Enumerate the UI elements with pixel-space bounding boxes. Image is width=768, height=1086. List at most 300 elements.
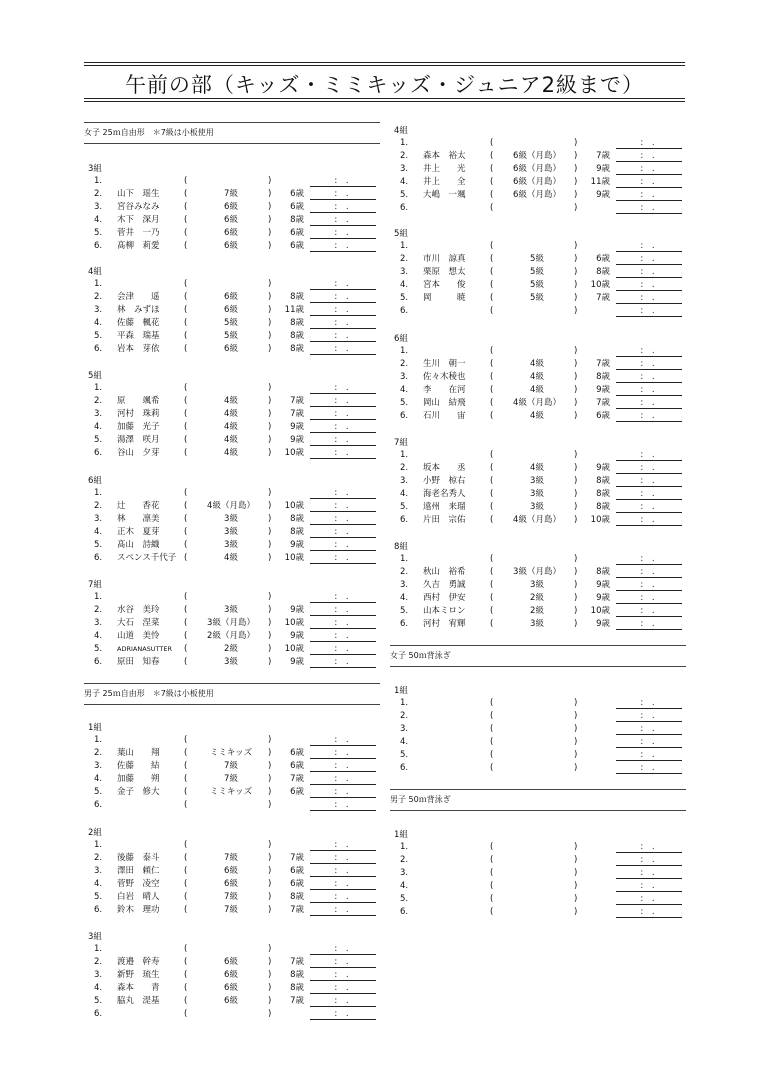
swimmer-name: 小野 椋右 — [423, 476, 466, 486]
close-paren: ) — [268, 618, 272, 628]
lane-number: 6. — [400, 619, 409, 629]
entry-row — [390, 880, 682, 893]
swimmer-name: 金子 修大 — [117, 787, 160, 797]
grade-level: 6級 — [224, 970, 238, 980]
time-field[interactable]: : . — [616, 488, 682, 500]
time-field[interactable]: : . — [310, 317, 376, 329]
lane-number: 5. — [94, 435, 103, 445]
swimmer-age: 7歳 — [596, 293, 610, 303]
lane-number: 1. — [94, 735, 103, 745]
entry-row — [390, 279, 682, 292]
grade-level: ミミキッズ — [209, 787, 253, 797]
time-field[interactable]: : . — [310, 943, 376, 955]
grade-level: 3級 — [224, 514, 238, 524]
heat-label: 4組 — [88, 267, 102, 277]
open-paren: ( — [490, 894, 494, 904]
time-field[interactable]: : . — [616, 749, 682, 761]
close-paren: ) — [574, 450, 578, 460]
lane-number: 2. — [94, 748, 103, 758]
time-field[interactable]: : . — [310, 969, 376, 981]
entry-row — [390, 384, 682, 397]
swimmer-age: 9歳 — [290, 631, 304, 641]
time-field[interactable]: : . — [616, 137, 682, 149]
heat-label: 8組 — [394, 542, 408, 552]
open-paren: ( — [490, 190, 494, 200]
close-paren: ) — [268, 892, 272, 902]
close-paren: ) — [268, 189, 272, 199]
lane-number: 6. — [94, 1009, 103, 1019]
grade-level: 6級 — [224, 215, 238, 225]
time-field[interactable]: : . — [310, 839, 376, 851]
open-paren: ( — [490, 881, 494, 891]
swimmer-name: 原 颯希 — [117, 396, 160, 406]
entry-row — [390, 762, 682, 775]
time-field[interactable]: : . — [310, 552, 376, 564]
swimmer-age: 6歳 — [596, 411, 610, 421]
swimmer-name: 林 凛美 — [117, 514, 160, 524]
entry-row — [84, 214, 376, 227]
time-field[interactable]: : . — [616, 371, 682, 383]
time-field[interactable]: : . — [616, 906, 682, 918]
entry-row — [84, 852, 376, 865]
grade-level: 6級 — [224, 983, 238, 993]
entry-row — [84, 1008, 376, 1021]
grade-level: 7級 — [224, 905, 238, 915]
open-paren: ( — [184, 618, 188, 628]
entry-row — [84, 982, 376, 995]
time-field[interactable]: : . — [616, 384, 682, 396]
entry-row — [390, 202, 682, 215]
swimmer-age: 10歳 — [284, 448, 304, 458]
open-paren: ( — [184, 279, 188, 289]
open-paren: ( — [184, 592, 188, 602]
time-field[interactable]: : . — [616, 762, 682, 774]
heat-label: 4組 — [394, 126, 408, 136]
lane-number: 5. — [94, 540, 103, 550]
swimmer-age: 9歳 — [596, 463, 610, 473]
close-paren: ) — [268, 735, 272, 745]
entry-row — [84, 865, 376, 878]
time-field[interactable]: : . — [310, 408, 376, 420]
close-paren: ) — [574, 398, 578, 408]
open-paren: ( — [184, 879, 188, 889]
time-field[interactable]: : . — [616, 397, 682, 409]
swimmer-age: 8歳 — [596, 489, 610, 499]
close-paren: ) — [574, 567, 578, 577]
time-field[interactable]: : . — [616, 501, 682, 513]
close-paren: ) — [268, 787, 272, 797]
close-paren: ) — [268, 176, 272, 186]
time-field[interactable]: : . — [616, 618, 682, 630]
time-field[interactable]: : . — [310, 1008, 376, 1020]
close-paren: ) — [574, 241, 578, 251]
swimmer-name: 岡山 結飛 — [423, 398, 466, 408]
time-field[interactable]: : . — [310, 421, 376, 433]
lane-number: 6. — [400, 203, 409, 213]
time-field[interactable]: : . — [310, 447, 376, 459]
open-paren: ( — [184, 189, 188, 199]
close-paren: ) — [574, 737, 578, 747]
entry-row — [390, 723, 682, 736]
entry-row — [84, 317, 376, 330]
entry-row — [84, 500, 376, 513]
time-field[interactable]: : . — [310, 227, 376, 239]
grade-level: 6級 — [224, 866, 238, 876]
grade-level: 6級（月島） — [513, 151, 561, 161]
entry-row — [84, 839, 376, 852]
time-field[interactable]: : . — [616, 410, 682, 422]
close-paren: ) — [268, 318, 272, 328]
open-paren: ( — [184, 631, 188, 641]
swimmer-name: 井上 光 — [423, 164, 466, 174]
open-paren: ( — [490, 293, 494, 303]
lane-number: 1. — [400, 554, 409, 564]
time-field[interactable]: : . — [310, 278, 376, 290]
time-field[interactable]: : . — [310, 343, 376, 355]
swimmer-age: 10歳 — [590, 280, 610, 290]
grade-level: 4級（月島） — [513, 398, 561, 408]
time-field[interactable]: : . — [616, 566, 682, 578]
lane-number: 1. — [400, 450, 409, 460]
close-paren: ) — [268, 853, 272, 863]
time-field[interactable]: : . — [616, 475, 682, 487]
time-field[interactable]: : . — [616, 553, 682, 565]
open-paren: ( — [184, 735, 188, 745]
heat-label: 7組 — [88, 580, 102, 590]
swimmer-name: 河村 宥輝 — [423, 619, 466, 629]
open-paren: ( — [184, 383, 188, 393]
heat-label: 1組 — [88, 723, 102, 733]
time-field[interactable]: : . — [310, 304, 376, 316]
time-field[interactable]: : . — [616, 292, 682, 304]
grade-level: ミミキッズ — [209, 748, 253, 758]
time-field[interactable]: : . — [310, 773, 376, 785]
time-field[interactable]: : . — [310, 786, 376, 798]
time-field[interactable]: : . — [310, 201, 376, 213]
time-field[interactable]: : . — [616, 867, 682, 879]
entry-row — [84, 330, 376, 343]
lane-number: 6. — [400, 763, 409, 773]
open-paren: ( — [184, 983, 188, 993]
entry-row — [390, 358, 682, 371]
swimmer-age: 9歳 — [290, 540, 304, 550]
time-field[interactable]: : . — [310, 500, 376, 512]
time-field[interactable]: : . — [310, 175, 376, 187]
swimmer-name: 海老名秀人 — [423, 489, 466, 499]
entry-row — [390, 749, 682, 762]
time-field[interactable]: : . — [616, 841, 682, 853]
entry-row — [390, 189, 682, 202]
time-field[interactable]: : . — [310, 656, 376, 668]
time-field[interactable]: : . — [616, 605, 682, 617]
lane-number: 2. — [400, 711, 409, 721]
time-field[interactable]: : . — [310, 487, 376, 499]
lane-number: 2. — [94, 605, 103, 615]
time-field[interactable]: : . — [616, 880, 682, 892]
open-paren: ( — [490, 267, 494, 277]
close-paren: ) — [268, 279, 272, 289]
entry-row — [84, 175, 376, 188]
time-field[interactable]: : . — [616, 697, 682, 709]
time-field[interactable]: : . — [616, 163, 682, 175]
open-paren: ( — [184, 1009, 188, 1019]
time-field[interactable]: : . — [310, 513, 376, 525]
swimmer-age: 9歳 — [290, 422, 304, 432]
time-field[interactable]: : . — [616, 736, 682, 748]
time-field[interactable]: : . — [310, 291, 376, 303]
time-field[interactable]: : . — [616, 592, 682, 604]
entry-row — [84, 421, 376, 434]
swimmer-age: 8歳 — [596, 476, 610, 486]
open-paren: ( — [184, 944, 188, 954]
swimmer-name: 西村 伊安 — [423, 593, 466, 603]
entry-row — [84, 943, 376, 956]
heat-label: 6組 — [88, 476, 102, 486]
entry-row — [84, 773, 376, 786]
close-paren: ) — [574, 463, 578, 473]
lane-number: 3. — [400, 868, 409, 878]
time-field[interactable]: : . — [616, 266, 682, 278]
close-paren: ) — [268, 748, 272, 758]
open-paren: ( — [184, 228, 188, 238]
grade-level: 4級 — [530, 385, 544, 395]
swimmer-age: 8歳 — [290, 514, 304, 524]
open-paren: ( — [490, 280, 494, 290]
time-field[interactable]: : . — [616, 449, 682, 461]
open-paren: ( — [184, 840, 188, 850]
lane-number: 5. — [400, 606, 409, 616]
time-field[interactable]: : . — [616, 279, 682, 291]
open-paren: ( — [184, 202, 188, 212]
open-paren: ( — [184, 761, 188, 771]
open-paren: ( — [490, 515, 494, 525]
lane-number: 3. — [94, 305, 103, 315]
open-paren: ( — [490, 593, 494, 603]
entry-row — [390, 605, 682, 618]
time-field[interactable]: : . — [310, 214, 376, 226]
time-field[interactable]: : . — [310, 330, 376, 342]
swimmer-name: 澤田 頼仁 — [117, 866, 160, 876]
time-field[interactable]: : . — [616, 854, 682, 866]
time-field[interactable]: : . — [310, 747, 376, 759]
lane-number: 3. — [94, 761, 103, 771]
open-paren: ( — [490, 164, 494, 174]
open-paren: ( — [184, 866, 188, 876]
time-field[interactable]: : . — [616, 202, 682, 214]
grade-level: 6級（月島） — [513, 190, 561, 200]
lane-number: 4. — [94, 879, 103, 889]
entry-row — [390, 867, 682, 880]
close-paren: ) — [268, 905, 272, 915]
time-field[interactable]: : . — [310, 240, 376, 252]
lane-number: 2. — [94, 189, 103, 199]
open-paren: ( — [184, 435, 188, 445]
time-field[interactable]: : . — [310, 395, 376, 407]
open-paren: ( — [184, 422, 188, 432]
swimmer-age: 7歳 — [290, 905, 304, 915]
close-paren: ) — [574, 293, 578, 303]
time-field[interactable]: : . — [310, 799, 376, 811]
time-field[interactable]: : . — [616, 579, 682, 591]
entry-row — [84, 487, 376, 500]
entry-row — [390, 240, 682, 253]
time-field[interactable]: : . — [616, 305, 682, 317]
swimmer-name: 片田 宗佑 — [423, 515, 466, 525]
time-field[interactable]: : . — [616, 189, 682, 201]
swimmer-age: 8歳 — [596, 267, 610, 277]
time-field[interactable]: : . — [616, 723, 682, 735]
time-field[interactable]: : . — [616, 462, 682, 474]
page-title-box — [84, 62, 685, 102]
close-paren: ) — [268, 605, 272, 615]
swimmer-name: 大石 涅菜 — [117, 618, 160, 628]
lane-number: 1. — [94, 383, 103, 393]
grade-level: 3級（月島） — [513, 567, 561, 577]
swimmer-age: 9歳 — [290, 605, 304, 615]
time-field[interactable]: : . — [310, 526, 376, 538]
swimmer-name: 鈴木 理功 — [117, 905, 160, 915]
close-paren: ) — [574, 280, 578, 290]
time-field[interactable]: : . — [310, 188, 376, 200]
swimmer-name: 岩本 芽依 — [117, 344, 160, 354]
swimmer-age: 9歳 — [596, 190, 610, 200]
open-paren: ( — [184, 241, 188, 251]
lane-number: 5. — [400, 502, 409, 512]
entry-row — [390, 710, 682, 723]
close-paren: ) — [268, 241, 272, 251]
lane-number: 6. — [400, 515, 409, 525]
close-paren: ) — [574, 881, 578, 891]
time-field[interactable]: : . — [310, 852, 376, 864]
time-field[interactable]: : . — [310, 982, 376, 994]
entry-row — [84, 539, 376, 552]
swimmer-name: 新野 琉生 — [117, 970, 160, 980]
open-paren: ( — [184, 318, 188, 328]
close-paren: ) — [268, 840, 272, 850]
swimmer-name: 脇丸 湜基 — [117, 996, 160, 1006]
time-field[interactable]: : . — [310, 956, 376, 968]
open-paren: ( — [490, 606, 494, 616]
entry-row — [84, 434, 376, 447]
swimmer-age: 7歳 — [290, 996, 304, 1006]
time-field[interactable]: : . — [310, 382, 376, 394]
lane-number: 1. — [400, 698, 409, 708]
time-field[interactable]: : . — [616, 240, 682, 252]
close-paren: ) — [268, 448, 272, 458]
lane-number: 6. — [94, 344, 103, 354]
time-field[interactable]: : . — [310, 617, 376, 629]
time-field[interactable]: : . — [310, 643, 376, 655]
time-field[interactable]: : . — [616, 150, 682, 162]
open-paren: ( — [184, 553, 188, 563]
swimmer-age: 8歳 — [290, 970, 304, 980]
close-paren: ) — [574, 698, 578, 708]
time-field[interactable]: : . — [616, 358, 682, 370]
swimmer-age: 10歳 — [590, 515, 610, 525]
close-paren: ) — [574, 359, 578, 369]
time-field[interactable]: : . — [310, 995, 376, 1007]
entry-row — [390, 410, 682, 423]
grade-level: 6級 — [224, 228, 238, 238]
swimmer-name: 山下 瑶生 — [117, 189, 160, 199]
swimmer-name: 湯澤 咲月 — [117, 435, 160, 445]
lane-number: 3. — [400, 164, 409, 174]
time-field[interactable]: : . — [310, 760, 376, 772]
time-field[interactable]: : . — [310, 539, 376, 551]
open-paren: ( — [490, 346, 494, 356]
grade-level: 5級 — [530, 254, 544, 264]
time-field[interactable]: : . — [616, 514, 682, 526]
swimmer-age: 10歳 — [284, 553, 304, 563]
time-field[interactable]: : . — [310, 630, 376, 642]
swimmer-name: 平森 瑞基 — [117, 331, 160, 341]
time-field[interactable]: : . — [310, 904, 376, 916]
grade-level: 3級 — [530, 619, 544, 629]
time-field[interactable]: : . — [616, 176, 682, 188]
entry-row — [390, 176, 682, 189]
time-field[interactable]: : . — [616, 345, 682, 357]
close-paren: ) — [574, 151, 578, 161]
swimmer-age: 10歳 — [284, 644, 304, 654]
entry-row — [84, 304, 376, 317]
lane-number: 3. — [94, 202, 103, 212]
entry-row — [84, 513, 376, 526]
close-paren: ) — [574, 164, 578, 174]
time-field[interactable]: : . — [310, 734, 376, 746]
swimmer-name: 久吉 勇誠 — [423, 580, 466, 590]
time-field[interactable]: : . — [310, 604, 376, 616]
lane-number: 4. — [400, 881, 409, 891]
lane-number: 3. — [94, 409, 103, 419]
time-field[interactable]: : . — [310, 891, 376, 903]
open-paren: ( — [184, 892, 188, 902]
close-paren: ) — [268, 592, 272, 602]
lane-number: 2. — [94, 292, 103, 302]
time-field[interactable]: : . — [310, 591, 376, 603]
lane-number: 4. — [400, 385, 409, 395]
swimmer-age: 9歳 — [290, 657, 304, 667]
swimmer-age: 7歳 — [290, 957, 304, 967]
time-field[interactable]: : . — [616, 710, 682, 722]
swimmer-age: 8歳 — [290, 292, 304, 302]
entry-row — [84, 552, 376, 565]
time-field[interactable]: : . — [310, 865, 376, 877]
time-field[interactable]: : . — [616, 253, 682, 265]
close-paren: ) — [268, 657, 272, 667]
swimmer-age: 6歳 — [290, 866, 304, 876]
time-field[interactable]: : . — [310, 434, 376, 446]
close-paren: ) — [268, 800, 272, 810]
entry-row — [390, 906, 682, 919]
open-paren: ( — [184, 527, 188, 537]
entry-row — [84, 240, 376, 253]
open-paren: ( — [184, 996, 188, 1006]
swimmer-age: 9歳 — [596, 580, 610, 590]
close-paren: ) — [574, 554, 578, 564]
entry-row — [390, 488, 682, 501]
time-field[interactable]: : . — [616, 893, 682, 905]
entry-row — [84, 969, 376, 982]
time-field[interactable]: : . — [310, 878, 376, 890]
close-paren: ) — [268, 970, 272, 980]
entry-row — [390, 736, 682, 749]
swimmer-name: 秋山 裕希 — [423, 567, 466, 577]
grade-level: 3級 — [530, 489, 544, 499]
close-paren: ) — [268, 501, 272, 511]
entry-row — [84, 904, 376, 917]
entry-row — [84, 343, 376, 356]
grade-level: 2級（月島） — [207, 631, 255, 641]
